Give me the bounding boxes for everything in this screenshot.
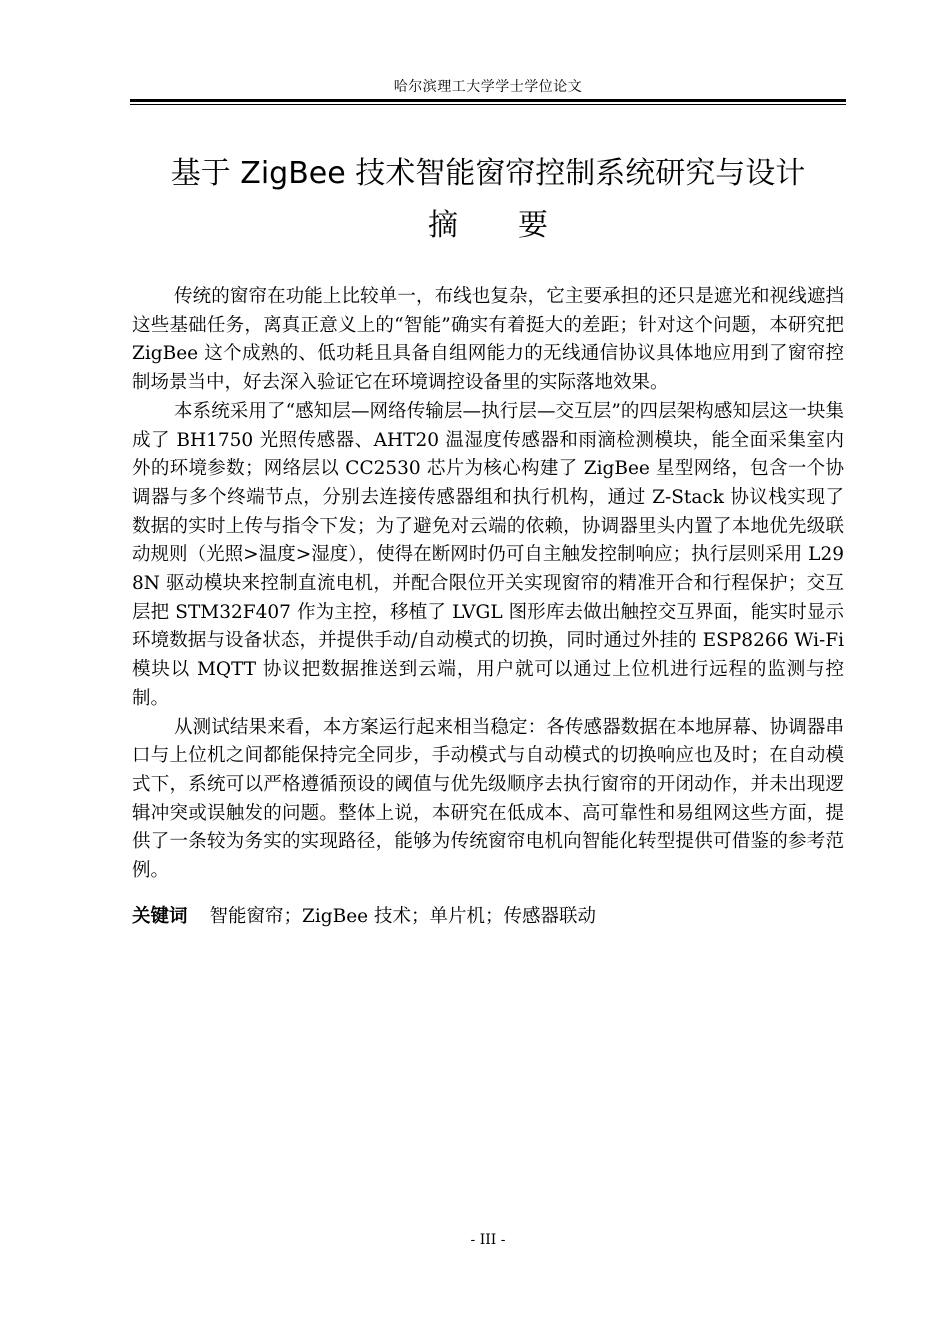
- header-rule-thick: [130, 99, 846, 102]
- header-rule-thin: [130, 104, 846, 105]
- thesis-title: 基于 ZigBee 技术智能窗帘控制系统研究与设计: [170, 156, 806, 191]
- abstract-paragraph: 从测试结果来看，本方案运行起来相当稳定：各传感器数据在本地屏幕、协调器串口与上位机之间都能保持完全同步，手动模式与自动模式的切换响应也及时；在自动模式下，系统可以严格遵循预设的阈值与优先级顺序去执行窗帘的开闭动作，并未出现逻辑冲突或误触发的问题。整体上说，本研究在低成本、高可靠性和易组网这些方面，提供了一条较为务实的实现路径，能够为传统窗帘电机向智能化转型提供可借鉴的参考范例。: [132, 716, 844, 882]
- abstract-heading: 摘要: [428, 208, 608, 243]
- keywords-text: 智能窗帘；ZigBee 技术；单片机；传感器联动: [209, 906, 597, 927]
- running-header: 哈尔滨理工大学学士学位论文: [393, 79, 583, 95]
- abstract-body: [132, 283, 844, 886]
- keywords-label: 关键词: [132, 906, 188, 927]
- abstract-paragraph: 本系统采用了“感知层—网络传输层—执行层—交互层”的四层架构感知层这一块集成了 BH1750 光照传感器、AHT20 温湿度传感器和雨滴检测模块，能全面采集室内外的环境参数；网络层以 CC2530 芯片为核心构建了 ZigBee 星型网络，包含一个协调器与多个终端节点，分别去连接传感器组和执行机构，通过 Z-Stack 协议栈实现了数据的实时上传与指令下发；为了避免对云端的依赖，协调器里头内置了本地优先级联动规则（光照>温度>湿度），使得在断网时仍可自主触发控制响应；执行层则采用 L298N 驱动模块来控制直流电机，并配合限位开关实现窗帘的精准开合和行程保护；交互层把 STM32F407 作为主控，移植了 LVGL 图形库去做出触控交互界面，能实时显示环境数据与设备状态，并提供手动/自动模式的切换，同时通过外挂的 ESP8266 Wi-Fi 模块以 MQTT 协议把数据推送到云端，用户就可以通过上位机进行远程的监测与控制。: [132, 400, 844, 709]
- abstract-paragraph: 传统的窗帘在功能上比较单一，布线也复杂，它主要承担的还只是遮光和视线遮挡这些基础任务，离真正意义上的“智能”确实有着挺大的差距；针对这个问题，本研究把 ZigBee 这个成熟的、低功耗且具备自组网能力的无线通信协议具体地应用到了窗帘控制场景当中，好去深入验证它在环境调控设备里的实际落地效果。: [132, 286, 844, 394]
- keywords-line: [132, 903, 844, 931]
- page-number: - III -: [470, 1232, 506, 1248]
